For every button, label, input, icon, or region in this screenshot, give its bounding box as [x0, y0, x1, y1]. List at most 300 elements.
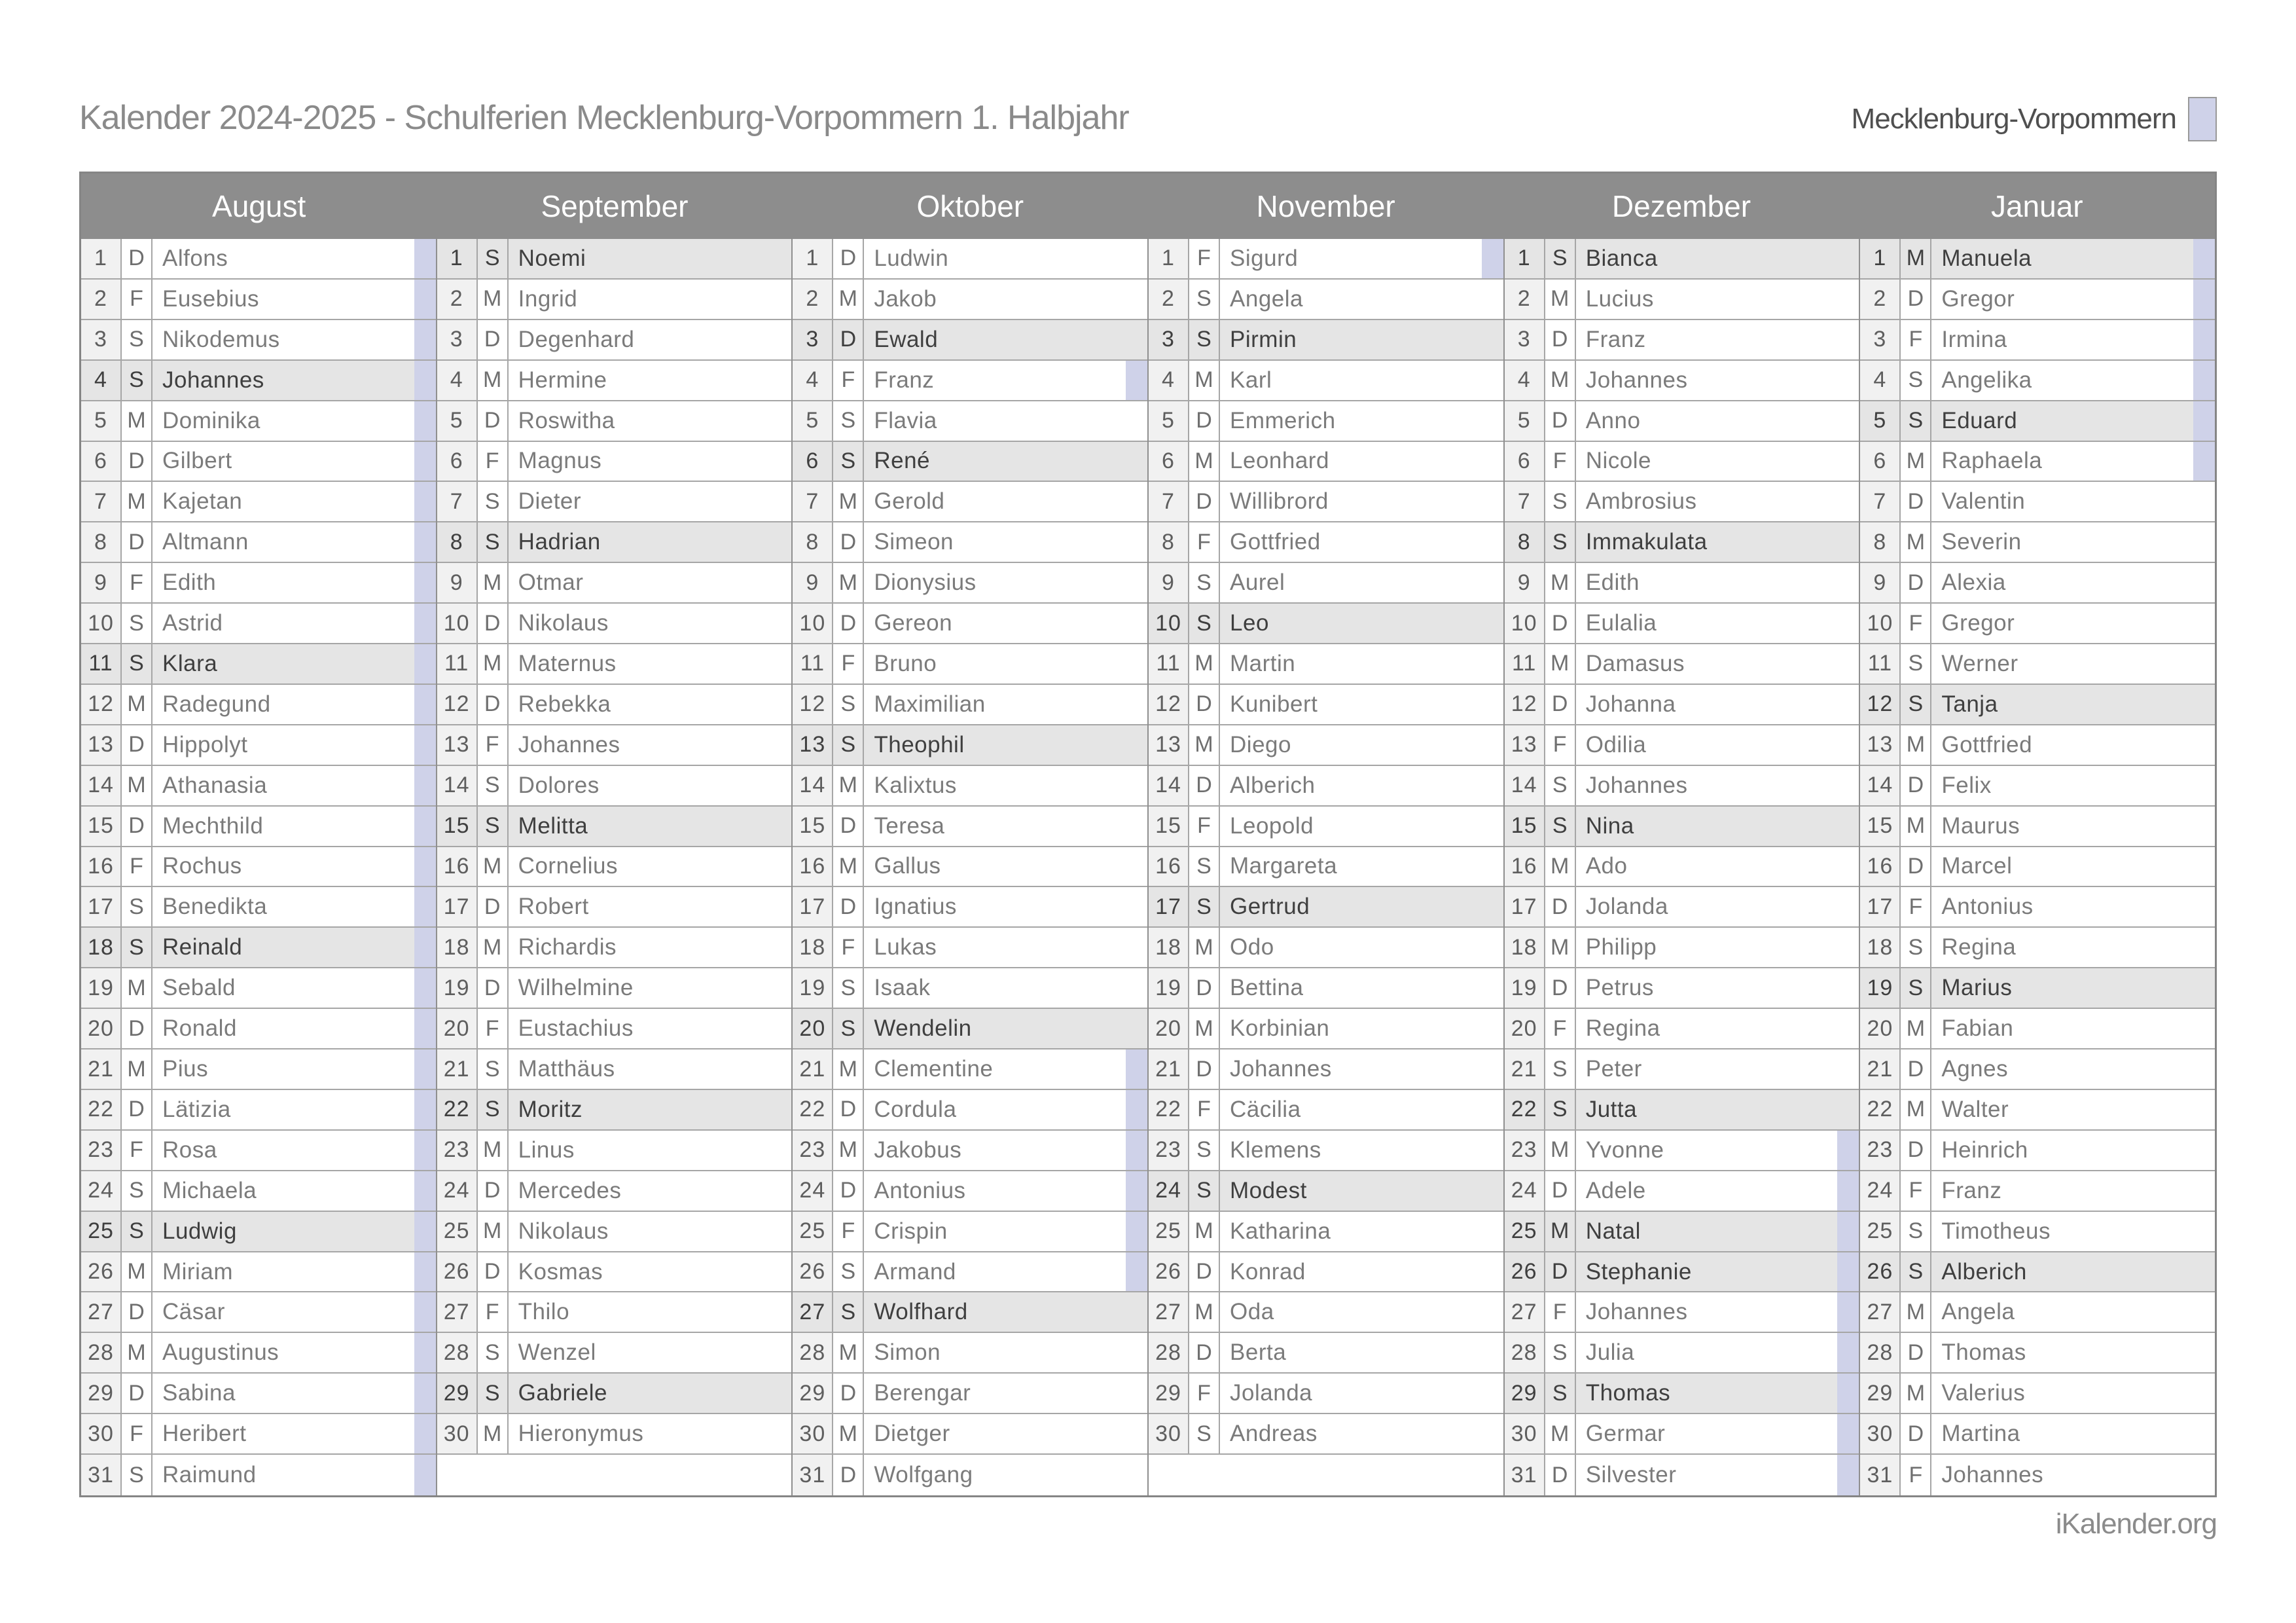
name-day: Timotheus	[1941, 1218, 2051, 1244]
weekday-letter: D	[833, 522, 864, 562]
day-row	[1505, 1049, 1859, 1090]
school-holiday-color-swatch	[2188, 97, 2217, 141]
name-day: Willibrord	[1230, 488, 1329, 515]
day-row	[793, 928, 1147, 968]
name-day: Gottfried	[1941, 731, 2033, 757]
day-number: 2	[81, 280, 122, 319]
day-row	[1860, 239, 2215, 280]
day-number: 6	[1860, 442, 1901, 481]
day-number: 12	[1505, 685, 1545, 724]
name-day: Edith	[1585, 570, 1640, 596]
day-number: 8	[81, 522, 122, 562]
day-number: 26	[1149, 1252, 1189, 1292]
day-number: 29	[793, 1374, 833, 1413]
name-day: Silvester	[1576, 1455, 1859, 1495]
day-row	[1149, 644, 1503, 685]
name-day: Adele	[1576, 1171, 1859, 1211]
day-number: 17	[1149, 887, 1189, 926]
weekday-letter: F	[1901, 320, 1931, 359]
day-row	[437, 604, 792, 644]
name-day: Hermine	[518, 367, 607, 393]
weekday-letter: S	[478, 1374, 509, 1413]
day-number: 22	[81, 1090, 122, 1129]
day-row	[437, 361, 792, 401]
name-day: Berengar	[874, 1380, 971, 1406]
name-day: Modest	[1220, 1171, 1503, 1211]
name-day: Alexia	[1941, 570, 2006, 596]
weekday-letter: M	[1545, 1131, 1576, 1170]
day-number: 3	[1505, 320, 1545, 359]
name-day: Ambrosius	[1585, 488, 1697, 515]
day-row	[793, 887, 1147, 928]
day-row	[437, 766, 792, 807]
weekday-letter: F	[478, 1292, 509, 1332]
name-day: Franz	[1585, 326, 1646, 352]
day-row	[437, 1090, 792, 1131]
school-holiday-marker	[1837, 1333, 1859, 1372]
name-day: Thilo	[518, 1299, 570, 1325]
school-holiday-marker	[1482, 239, 1503, 278]
name-day: Peter	[1585, 1056, 1642, 1082]
day-row	[793, 1374, 1147, 1414]
weekday-letter: M	[1545, 644, 1576, 684]
weekday-letter: M	[122, 766, 152, 805]
weekday-letter: M	[833, 1131, 864, 1170]
day-row	[1505, 280, 1859, 320]
name-day: Linus	[518, 1137, 575, 1163]
name-day: Mechthild	[152, 807, 436, 846]
day-number: 6	[81, 442, 122, 481]
name-day: Yvonne	[1576, 1131, 1859, 1170]
day-row	[793, 482, 1147, 522]
weekday-letter: F	[1545, 1009, 1576, 1048]
day-number: 19	[1860, 968, 1901, 1008]
weekday-letter: M	[478, 1414, 509, 1453]
name-day: Klemens	[1230, 1137, 1321, 1163]
weekday-letter: M	[1545, 1414, 1576, 1453]
weekday-letter: M	[122, 685, 152, 724]
weekday-letter: S	[1545, 239, 1576, 278]
school-holiday-marker	[414, 725, 436, 765]
name-day: Damasus	[1585, 650, 1685, 676]
weekday-letter: D	[1189, 1049, 1220, 1089]
name-day: Reinald	[152, 928, 436, 967]
day-row	[793, 401, 1147, 442]
name-day: Johannes	[1585, 772, 1688, 798]
weekday-letter: D	[1901, 1049, 1931, 1089]
name-day: Antonius	[1941, 894, 2034, 920]
weekday-letter: M	[478, 1131, 509, 1170]
day-row	[437, 1333, 792, 1374]
day-row	[437, 685, 792, 725]
day-number: 26	[793, 1252, 833, 1292]
weekday-letter: D	[478, 887, 509, 926]
weekday-letter: S	[1545, 1049, 1576, 1089]
month-column-september	[437, 239, 793, 1495]
day-number: 22	[437, 1090, 478, 1129]
day-number: 3	[437, 320, 478, 359]
name-day: Martina	[1941, 1421, 2020, 1447]
school-holiday-marker	[1837, 1292, 1859, 1332]
day-number: 9	[793, 563, 833, 602]
day-row	[81, 1414, 436, 1455]
name-day: Julia	[1576, 1333, 1859, 1372]
day-number: 16	[437, 847, 478, 886]
name-day: Clementine	[864, 1049, 1147, 1089]
weekday-letter: M	[478, 280, 509, 319]
day-row	[81, 482, 436, 522]
name-day: Irmina	[1931, 320, 2215, 359]
day-row	[437, 280, 792, 320]
weekday-letter: F	[1189, 1374, 1220, 1413]
day-row	[1505, 1414, 1859, 1455]
day-number: 26	[437, 1252, 478, 1292]
name-day: Johannes	[1230, 1056, 1332, 1082]
name-day: Gottfried	[1230, 529, 1321, 555]
name-day: Jolanda	[1585, 894, 1668, 920]
day-number: 15	[793, 807, 833, 846]
weekday-letter: D	[122, 807, 152, 846]
name-day: Theophil	[864, 725, 1147, 765]
weekday-letter: F	[478, 1009, 509, 1048]
name-day: Gereon	[874, 610, 953, 636]
day-number: 7	[793, 482, 833, 521]
day-row	[437, 725, 792, 766]
day-row	[1505, 725, 1859, 766]
day-number: 28	[81, 1333, 122, 1372]
day-row	[793, 563, 1147, 604]
name-day: Emmerich	[1230, 407, 1336, 433]
day-row	[1860, 442, 2215, 483]
weekday-letter: M	[1545, 361, 1576, 400]
weekday-letter: D	[1901, 280, 1931, 319]
weekday-letter: S	[478, 766, 509, 805]
name-day: Maternus	[518, 650, 617, 676]
day-row	[1149, 482, 1503, 522]
name-day: Johannes	[152, 361, 436, 400]
weekday-letter: F	[833, 644, 864, 684]
weekday-letter: S	[833, 1292, 864, 1332]
weekday-letter: F	[1189, 522, 1220, 562]
name-day: Melitta	[509, 807, 792, 846]
day-number: 15	[81, 807, 122, 846]
weekday-letter: S	[1189, 563, 1220, 602]
day-row	[437, 442, 792, 483]
day-number: 9	[1505, 563, 1545, 602]
day-number: 15	[1860, 807, 1901, 846]
day-number: 9	[437, 563, 478, 602]
day-number: 2	[1860, 280, 1901, 319]
day-row	[793, 1171, 1147, 1212]
day-row	[793, 1049, 1147, 1090]
day-number: 20	[1149, 1009, 1189, 1048]
weekday-letter: S	[1189, 1171, 1220, 1211]
day-row	[1860, 1212, 2215, 1252]
weekday-letter: S	[478, 522, 509, 562]
day-row	[1149, 361, 1503, 401]
school-holiday-marker	[414, 1414, 436, 1453]
day-row	[81, 1049, 436, 1090]
weekday-letter: S	[1189, 320, 1220, 359]
day-row	[1149, 1292, 1503, 1333]
day-number: 23	[1505, 1131, 1545, 1170]
name-day: Lucius	[1585, 285, 1654, 312]
name-day: Dominika	[152, 401, 436, 441]
name-day: Lukas	[874, 934, 937, 960]
day-number: 10	[437, 604, 478, 643]
school-holiday-marker	[1126, 1212, 1147, 1251]
day-row	[81, 725, 436, 766]
name-day: Wendelin	[864, 1009, 1147, 1048]
day-number: 9	[1860, 563, 1901, 602]
day-row	[81, 644, 436, 685]
month-column-august	[81, 239, 437, 1495]
day-number: 11	[1505, 644, 1545, 684]
day-row	[793, 361, 1147, 401]
weekday-letter: D	[122, 442, 152, 481]
name-day: Magnus	[518, 448, 602, 474]
day-row	[1149, 522, 1503, 563]
day-number: 23	[1860, 1131, 1901, 1170]
day-row	[1860, 604, 2215, 644]
day-row	[81, 1090, 436, 1131]
weekday-letter: D	[1189, 766, 1220, 805]
day-row	[1505, 766, 1859, 807]
day-number: 12	[81, 685, 122, 724]
day-number: 1	[1860, 239, 1901, 278]
weekday-letter: M	[833, 1333, 864, 1372]
day-number: 11	[81, 644, 122, 684]
name-day: Gabriele	[509, 1374, 792, 1413]
name-day: Wolfhard	[864, 1292, 1147, 1332]
school-holiday-marker	[1837, 1252, 1859, 1292]
day-number: 17	[1505, 887, 1545, 926]
name-day: Heinrich	[1941, 1137, 2028, 1163]
weekday-letter: D	[833, 320, 864, 359]
weekday-letter: D	[122, 522, 152, 562]
school-holiday-marker	[1837, 1212, 1859, 1251]
name-day: Severin	[1941, 529, 2022, 555]
day-row	[1860, 725, 2215, 766]
day-row	[437, 563, 792, 604]
weekday-letter: D	[1901, 482, 1931, 521]
name-day: Nikodemus	[152, 320, 436, 359]
month-header-august: August	[212, 189, 306, 223]
day-number: 7	[437, 482, 478, 521]
day-number: 5	[1149, 401, 1189, 441]
day-row	[1149, 563, 1503, 604]
day-row	[793, 644, 1147, 685]
school-holiday-marker	[414, 807, 436, 846]
day-number: 14	[1505, 766, 1545, 805]
day-number: 10	[1149, 604, 1189, 643]
day-row	[1149, 807, 1503, 847]
weekday-letter: M	[1189, 928, 1220, 967]
weekday-letter: S	[478, 482, 509, 521]
day-row	[81, 1455, 436, 1495]
name-day: Pirmin	[1220, 320, 1503, 359]
school-holiday-marker	[2193, 239, 2215, 278]
name-day: Anno	[1585, 407, 1641, 433]
weekday-letter: S	[478, 1049, 509, 1089]
day-row	[437, 644, 792, 685]
day-row	[1149, 766, 1503, 807]
day-number: 16	[1860, 847, 1901, 886]
day-row	[1149, 1333, 1503, 1374]
school-holiday-marker	[414, 1090, 436, 1129]
day-row	[1505, 1374, 1859, 1414]
weekday-letter: M	[122, 968, 152, 1008]
day-row	[793, 1414, 1147, 1455]
day-row	[1860, 482, 2215, 522]
school-holiday-marker	[414, 1009, 436, 1048]
day-row	[1505, 1090, 1859, 1131]
day-row	[437, 968, 792, 1009]
name-day: Franz	[864, 361, 1147, 400]
school-holiday-marker	[414, 1212, 436, 1251]
day-number: 24	[1149, 1171, 1189, 1211]
day-row	[793, 847, 1147, 888]
name-day: Klara	[152, 644, 436, 684]
day-row	[1860, 1414, 2215, 1455]
weekday-letter: S	[478, 1090, 509, 1129]
weekday-letter: M	[1545, 280, 1576, 319]
day-row	[1860, 644, 2215, 685]
weekday-letter: S	[478, 807, 509, 846]
school-holiday-marker	[414, 968, 436, 1008]
weekday-letter: S	[1189, 847, 1220, 886]
day-number: 3	[1860, 320, 1901, 359]
name-day: Nikolaus	[518, 1218, 609, 1244]
school-holiday-marker	[414, 239, 436, 278]
name-day: Dieter	[518, 488, 582, 515]
day-row	[81, 1292, 436, 1333]
school-holiday-marker	[414, 1252, 436, 1292]
day-row	[1860, 685, 2215, 725]
weekday-letter: D	[1189, 1252, 1220, 1292]
weekday-letter: M	[1901, 725, 1931, 765]
name-day: Thomas	[1941, 1340, 2026, 1366]
day-number: 5	[437, 401, 478, 441]
school-holiday-marker	[1126, 1171, 1147, 1211]
school-holiday-marker	[414, 401, 436, 441]
school-holiday-marker	[414, 1292, 436, 1332]
weekday-letter: D	[122, 1292, 152, 1332]
weekday-letter: S	[122, 320, 152, 359]
school-holiday-marker	[2193, 280, 2215, 319]
day-number: 13	[81, 725, 122, 765]
name-day: Nikolaus	[518, 610, 609, 636]
month-column-november	[1149, 239, 1505, 1495]
name-day: Mercedes	[518, 1177, 622, 1203]
school-holiday-marker	[414, 1333, 436, 1372]
region-legend	[1852, 97, 2217, 141]
day-number: 27	[437, 1292, 478, 1332]
day-number: 27	[1505, 1292, 1545, 1332]
weekday-letter: M	[1189, 1292, 1220, 1332]
weekday-letter: M	[1545, 563, 1576, 602]
half-year-calendar-table	[79, 172, 2217, 1497]
name-day: Teresa	[874, 812, 945, 839]
day-number: 6	[793, 442, 833, 481]
school-holiday-marker	[414, 685, 436, 724]
weekday-letter: M	[478, 361, 509, 400]
day-number: 18	[1505, 928, 1545, 967]
day-number: 19	[1505, 968, 1545, 1008]
name-day: Johannes	[1576, 1292, 1859, 1332]
weekday-letter: D	[1901, 766, 1931, 805]
day-row	[1505, 968, 1859, 1009]
day-number: 14	[793, 766, 833, 805]
name-day: Johannes	[518, 731, 620, 757]
day-row	[437, 320, 792, 361]
weekday-letter: S	[1901, 401, 1931, 441]
weekday-letter: D	[1901, 1414, 1931, 1453]
day-number: 14	[437, 766, 478, 805]
weekday-letter: S	[122, 887, 152, 926]
day-row	[793, 766, 1147, 807]
day-row	[1860, 1374, 2215, 1414]
day-row	[1149, 1374, 1503, 1414]
day-row	[1149, 685, 1503, 725]
name-day: Lätizia	[152, 1090, 436, 1129]
day-number: 6	[1505, 442, 1545, 481]
day-row	[437, 401, 792, 442]
day-row	[437, 522, 792, 563]
day-row	[1505, 442, 1859, 483]
day-row	[1149, 847, 1503, 888]
name-day: Armand	[864, 1252, 1147, 1292]
day-row	[81, 968, 436, 1009]
school-holiday-marker	[2193, 442, 2215, 481]
name-day: Ronald	[152, 1009, 436, 1048]
weekday-letter: F	[122, 563, 152, 602]
weekday-letter: D	[833, 887, 864, 926]
day-row	[1860, 928, 2215, 968]
name-day: Kajetan	[152, 482, 436, 521]
name-day: Gregor	[1931, 280, 2215, 319]
day-row	[1505, 320, 1859, 361]
day-number: 25	[793, 1212, 833, 1251]
day-number: 11	[793, 644, 833, 684]
name-day: Walter	[1941, 1096, 2009, 1122]
day-row	[81, 239, 436, 280]
name-day: Stephanie	[1576, 1252, 1859, 1292]
weekday-letter: M	[1901, 522, 1931, 562]
name-day: Degenhard	[518, 326, 635, 352]
day-row	[1149, 1049, 1503, 1090]
day-number: 1	[1505, 239, 1545, 278]
name-day: Simeon	[874, 529, 954, 555]
day-number: 2	[793, 280, 833, 319]
day-number: 20	[1505, 1009, 1545, 1048]
weekday-letter: M	[122, 401, 152, 441]
day-row	[793, 280, 1147, 320]
name-day: Oda	[1230, 1299, 1274, 1325]
weekday-letter: F	[1189, 1090, 1220, 1129]
weekday-letter: M	[478, 644, 509, 684]
name-day: Rosa	[152, 1131, 436, 1170]
day-row	[1860, 522, 2215, 563]
weekday-letter: D	[478, 1171, 509, 1211]
school-holiday-marker	[414, 522, 436, 562]
day-number: 17	[1860, 887, 1901, 926]
name-day: Johanna	[1585, 691, 1676, 717]
name-day: Raimund	[152, 1455, 436, 1495]
day-number: 8	[437, 522, 478, 562]
weekday-letter: S	[1545, 1333, 1576, 1372]
day-number: 1	[437, 239, 478, 278]
